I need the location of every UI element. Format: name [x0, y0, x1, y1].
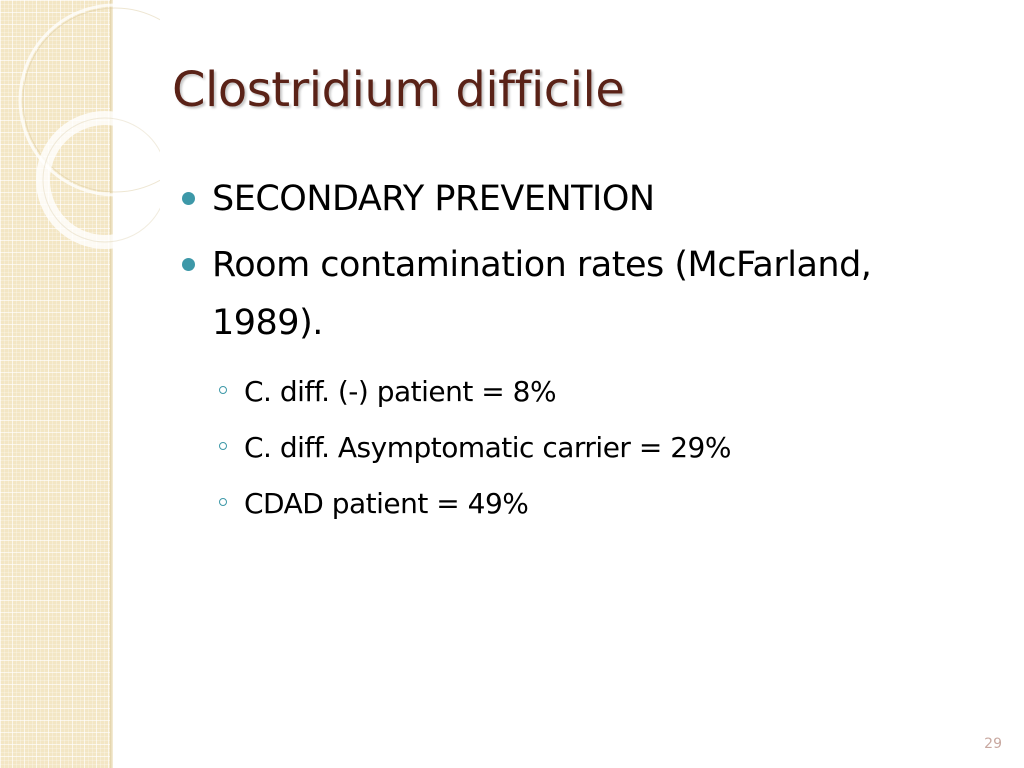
- ring-bullet-icon: [219, 386, 227, 394]
- bullet-text: Room contamination rates (McFarland, 1989).: [212, 245, 872, 343]
- sub-bullet-item: [214, 364, 970, 420]
- slide-number: 29: [984, 736, 1002, 752]
- bullet-text: SECONDARY PREVENTION: [212, 179, 655, 219]
- sub-bullet-list: [180, 364, 970, 532]
- ring-bullet-icon: [219, 498, 227, 506]
- sub-bullet-text: C. diff. Asymptomatic carrier = 29%: [244, 431, 731, 464]
- sub-bullet-item: [214, 476, 970, 532]
- sub-bullet-text: C. diff. (-) patient = 8%: [244, 375, 557, 408]
- sub-bullet-text: CDAD patient = 49%: [244, 487, 529, 520]
- bullet-dot-icon: [182, 192, 195, 205]
- slide-title: Clostridium difficile: [172, 62, 625, 118]
- slide-content: [180, 170, 970, 532]
- bullet-dot-icon: [182, 258, 195, 271]
- sub-bullet-item: [214, 420, 970, 476]
- bullet-item: [180, 170, 970, 228]
- ring-bullet-icon: [219, 442, 227, 450]
- decorative-rings-icon: [0, 0, 160, 260]
- bullet-item: [180, 236, 970, 352]
